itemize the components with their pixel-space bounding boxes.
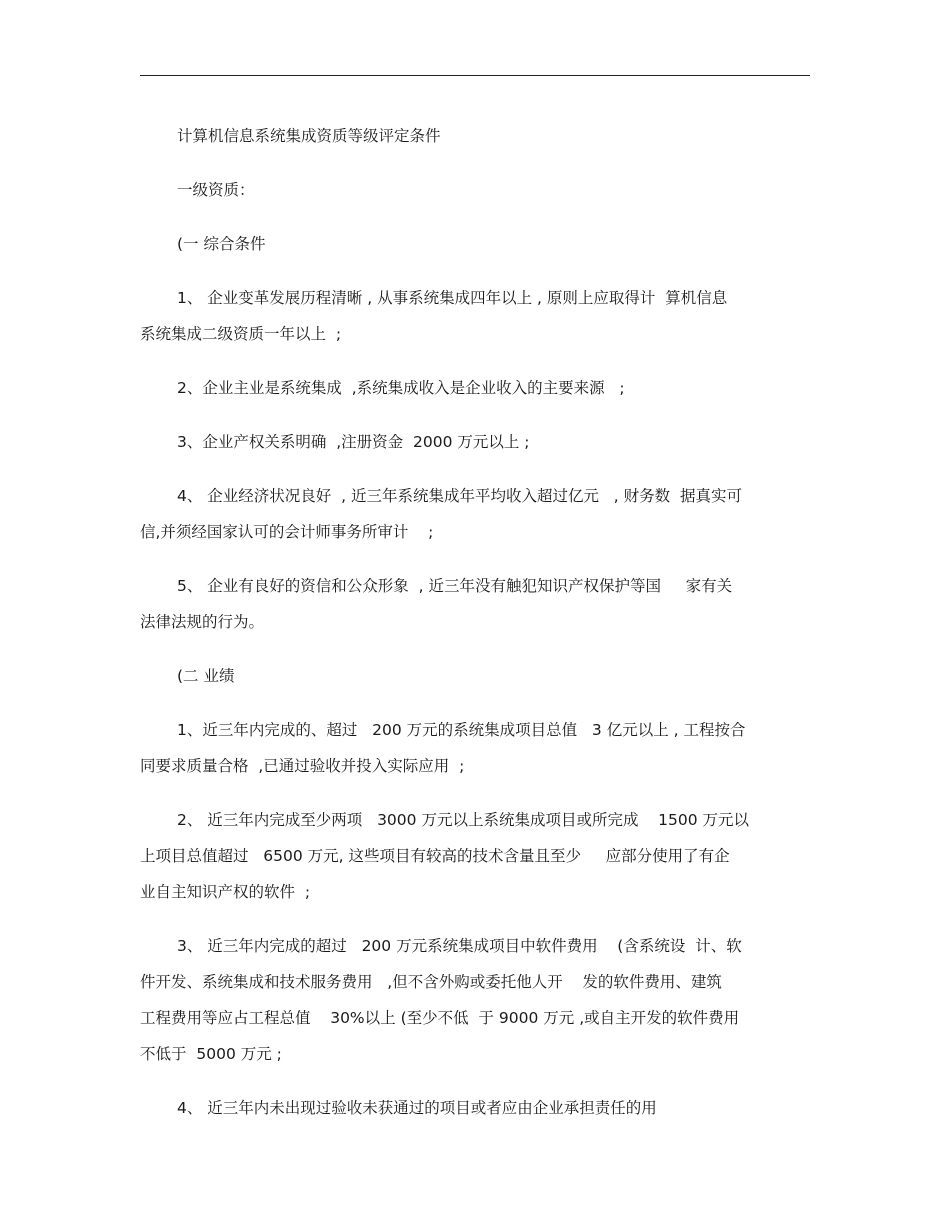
paragraph-2-3: 3、 近三年内完成的超过 200 万元系统集成项目中软件费用 (含系统设 计、软 件开发、系统集成和技术服务费用 ,但不含外购或委托他人开 发的软件费用、建筑 工程费用等应占工程总值 30%以上 (至少不低 于 9000 万元 ,或自主开发的软件费用 不低于 5000 万元 ; bbox=[140, 937, 742, 1063]
paragraph-1-5: 5、 企业有良好的资信和公众形象 , 近三年没有触犯知识产权保护等国 家有关 法律法规的行为。 bbox=[140, 577, 733, 631]
level-heading: 一级资质： bbox=[177, 181, 255, 199]
paragraph-2-2: 2、 近三年内完成至少两项 3000 万元以上系统集成项目或所完成 1500 万元以 上项目总值超过 6500 万元, 这些项目有较高的技术含量且至少 应部分使用了有企 业自主知识产权的软件 ; bbox=[140, 811, 750, 901]
paragraph-1-4: 4、 企业经济状况良好 , 近三年系统集成年平均收入超过亿元 , 财务数 据真实可 信,并须经国家认可的会计师事务所审计 ; bbox=[140, 487, 742, 541]
document-title: 计算机信息系统集成资质等级评定条件 bbox=[177, 127, 441, 145]
paragraph-2-1: 1、近三年内完成的、超过 200 万元的系统集成项目总值 3 亿元以上 , 工程按合 同要求质量合格 ,已通过验收并投入实际应用 ; bbox=[140, 721, 746, 775]
paragraph-1-3: 3、企业产权关系明确 ,注册资金 2000 万元以上 ; bbox=[177, 433, 530, 451]
paragraph-1-1: 1、 企业变革发展历程清晰 , 从事系统集成四年以上 , 原则上应取得计 算机信息 系统集成二级资质一年以上 ; bbox=[140, 289, 728, 343]
section1-heading: (一 综合条件 bbox=[177, 235, 266, 253]
paragraph-1-2: 2、企业主业是系统集成 ,系统集成收入是企业收入的主要来源 ; bbox=[177, 379, 625, 397]
paragraph-2-4: 4、 近三年内未出现过验收未获通过的项目或者应由企业承担责任的用 bbox=[177, 1099, 657, 1117]
section2-heading: (二 业绩 bbox=[177, 667, 235, 685]
header-rule bbox=[140, 75, 810, 76]
document-body bbox=[140, 118, 810, 1144]
